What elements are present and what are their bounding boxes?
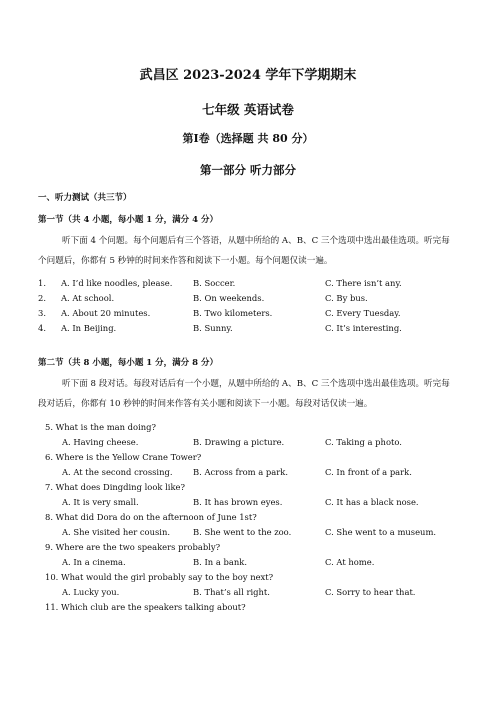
option-c: C. Taking a photo. (325, 437, 402, 447)
sub-section-1-instructions (38, 231, 458, 271)
grade-subject: 七年级 英语试卷 (202, 102, 294, 117)
option-a: A. At the second crossing. (62, 467, 173, 477)
option-a: A. She visited her cousin. (62, 527, 171, 537)
question-text: 9. Where are the two speakers probably? (45, 542, 221, 552)
instruction-line: 听下面 4 个问题。每个问题后有三个答语，从题中所给的 A、B、C 三个选项中选出最佳选项。听完每 (62, 236, 450, 246)
question-row (38, 278, 468, 292)
option-a: A. In a cinema. (62, 557, 126, 567)
option-a: A. About 20 minutes. (61, 308, 151, 318)
option-a: A. Having cheese. (62, 437, 139, 447)
option-c: C. It’s interesting. (325, 323, 402, 333)
options-row (62, 437, 482, 451)
exam-title: 武昌区 2023-2024 学年下学期期末 (139, 68, 357, 83)
question-text: 8. What did Dora do on the afternoon of June 1st? (45, 512, 257, 522)
question-text: 10. What would the girl probably say to the boy next? (45, 572, 274, 582)
option-c: C. It has a black nose. (325, 497, 419, 507)
options-row (62, 527, 482, 541)
volume-title: 第Ⅰ卷（选择题 共 80 分） (182, 132, 314, 145)
option-c: C. Sorry to hear that. (325, 587, 416, 597)
option-c: C. Every Tuesday. (325, 308, 401, 318)
option-a: A. It is very small. (62, 497, 139, 507)
option-b: B. Two kilometers. (193, 308, 273, 318)
question-text: 5. What is the man doing? (45, 422, 157, 432)
option-b: B. She went to the zoo. (193, 527, 292, 537)
instruction-line: 个问题后，你都有 5 秒钟的时间来作答和阅读下一小题。每个问题仅读一遍。 (38, 256, 333, 266)
sub-section-1-heading: 第一节（共 4 小题，每小题 1 分，满分 4 分） (38, 215, 219, 225)
question-number: 1. (38, 278, 46, 288)
option-b: B. Soccer. (193, 278, 236, 288)
option-b: B. On weekends. (193, 293, 265, 303)
option-b: B. That’s all right. (193, 587, 270, 597)
option-a: A. I’d like noodles, please. (61, 278, 173, 288)
option-a: A. In Beijing. (61, 323, 117, 333)
question-number: 2. (38, 293, 46, 303)
part-title: 第一部分 听力部分 (199, 163, 296, 177)
options-row (62, 587, 482, 601)
question-number: 3. (38, 308, 46, 318)
option-b: B. Across from a park. (193, 467, 289, 477)
question-text: 7. What does Dingding look like? (45, 482, 185, 492)
option-b: B. Sunny. (193, 323, 233, 333)
option-c: C. In front of a park. (325, 467, 412, 477)
option-b: B. Drawing a picture. (193, 437, 285, 447)
options-row (62, 557, 482, 571)
instruction-line: 段对话后，你都有 10 秒钟的时间来作答有关小题和阅读下一小题。每段对话仅读一遍。 (38, 399, 373, 409)
question-row (38, 308, 468, 322)
question-number: 4. (38, 323, 46, 333)
section-heading: 一、听力测试（共三节） (38, 193, 132, 203)
option-c: C. At home. (325, 557, 375, 567)
option-c: C. She went to a museum. (325, 527, 437, 537)
question-row (38, 293, 468, 307)
question-text: 11. Which club are the speakers talking about? (45, 602, 246, 612)
options-row (62, 497, 482, 511)
option-a: A. Lucky you. (62, 587, 120, 597)
option-b: B. It has brown eyes. (193, 497, 283, 507)
option-c: C. By bus. (325, 293, 368, 303)
question-row (38, 323, 468, 337)
sub-section-2-heading: 第二节（共 8 小题，每小题 1 分，满分 8 分） (38, 358, 219, 368)
question-text: 6. Where is the Yellow Crane Tower? (45, 452, 202, 462)
option-b: B. In a bank. (193, 557, 247, 567)
instruction-line: 听下面 8 段对话。每段对话后有一个小题，从题中所给的 A、B、C 三个选项中选出最佳选项。听完每 (62, 379, 450, 389)
sub-section-2-instructions (38, 374, 458, 414)
options-row (62, 467, 482, 481)
option-a: A. At school. (61, 293, 115, 303)
option-c: C. There isn’t any. (325, 278, 402, 288)
